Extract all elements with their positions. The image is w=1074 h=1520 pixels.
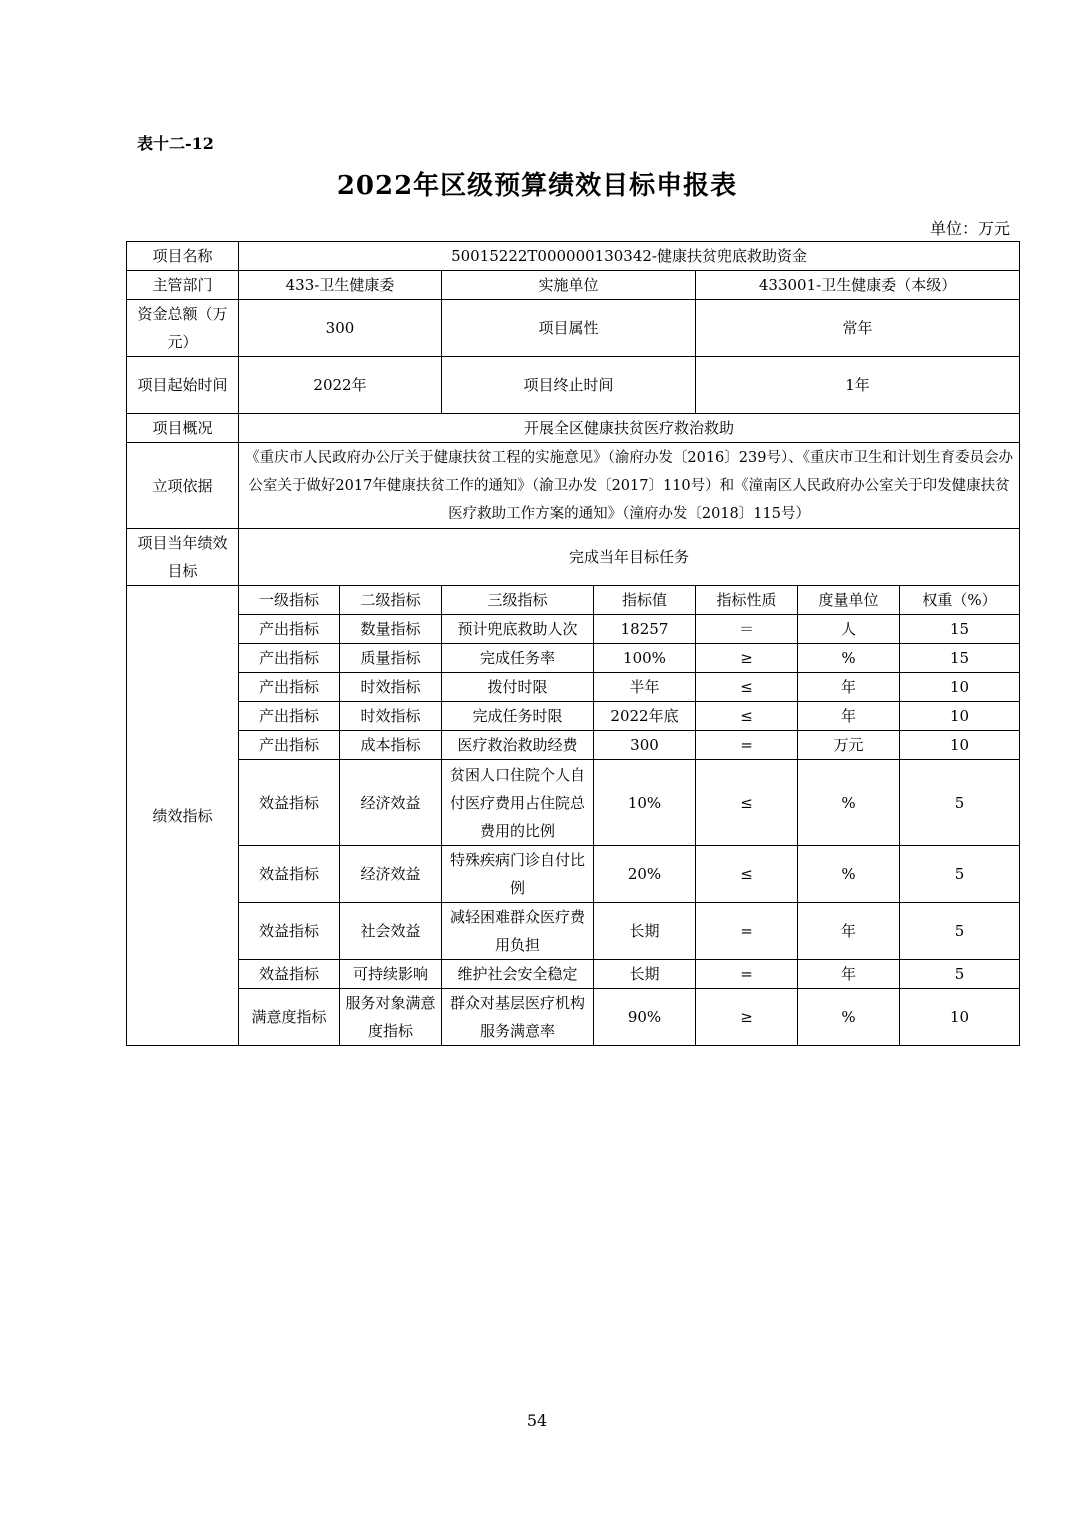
level2-cell: 经济效益 [340,760,442,846]
weight-cell: 15 [900,615,1020,644]
total-label: 资金总额（万元） [127,300,239,357]
value-cell: 18257 [594,615,696,644]
unit-label: 单位：万元 [929,219,1010,238]
indicator-header: 权重（%） [900,586,1020,615]
project-name-label: 项目名称 [127,242,239,271]
nature-cell: ≤ [696,673,798,702]
basis-label: 立项依据 [127,443,239,529]
value-cell: 半年 [594,673,696,702]
nature-cell: ≤ [696,846,798,903]
budget-target-table [126,241,1020,1046]
level3-cell: 医疗救治救助经费 [442,731,594,760]
indicator-header: 三级指标 [442,586,594,615]
unit-cell: 年 [798,673,900,702]
level2-cell: 可持续影响 [340,960,442,989]
impl-unit-value: 433001-卫生健康委（本级） [696,271,1020,300]
level3-cell: 特殊疾病门诊自付比例 [442,846,594,903]
weight-cell: 10 [900,673,1020,702]
level3-cell: 完成任务率 [442,644,594,673]
level1-cell: 产出指标 [239,702,340,731]
level2-cell: 社会效益 [340,903,442,960]
level1-cell: 效益指标 [239,903,340,960]
goal-label: 项目当年绩效目标 [127,529,239,586]
level1-cell: 产出指标 [239,644,340,673]
level3-cell: 拨付时限 [442,673,594,702]
end-time-value: 1年 [696,357,1020,414]
nature-cell: = [696,903,798,960]
value-cell: 2022年底 [594,702,696,731]
nature-cell: ≥ [696,644,798,673]
level3-cell: 维护社会安全稳定 [442,960,594,989]
unit-cell: 年 [798,702,900,731]
table-row [127,989,1020,1046]
indicator-header: 二级指标 [340,586,442,615]
indicator-header: 指标性质 [696,586,798,615]
table-row [127,760,1020,846]
basis-value: 《重庆市人民政府办公厅关于健康扶贫工程的实施意见》（渝府办发〔2016〕239号）、《重庆市卫生和计划生育委员会办公室关于做好2017年健康扶贫工作的通知》（渝卫办发〔2017〕110号）和《潼南区人民政府办公室关于印发健康扶贫医疗救助工作方案的通知》（潼府办发〔2018〕115号） [239,443,1020,529]
level1-cell: 效益指标 [239,960,340,989]
nature-cell: ≤ [696,702,798,731]
unit-cell: % [798,846,900,903]
table-row [127,702,1020,731]
level3-cell: 贫困人口住院个人自付医疗费用占住院总费用的比例 [442,760,594,846]
level3-cell: 群众对基层医疗机构服务满意率 [442,989,594,1046]
level1-cell: 产出指标 [239,673,340,702]
value-cell: 长期 [594,960,696,989]
value-cell: 长期 [594,903,696,960]
table-row [127,903,1020,960]
weight-cell: 10 [900,731,1020,760]
nature-cell: ＝ [696,615,798,644]
indicator-header: 度量单位 [798,586,900,615]
value-cell: 100% [594,644,696,673]
weight-cell: 10 [900,989,1020,1046]
unit-cell: 年 [798,960,900,989]
nature-cell: = [696,960,798,989]
goal-value: 完成当年目标任务 [239,529,1020,586]
table-number: 表十二-12 [137,134,214,153]
unit-cell: 人 [798,615,900,644]
level2-cell: 时效指标 [340,673,442,702]
level2-cell: 数量指标 [340,615,442,644]
weight-cell: 5 [900,760,1020,846]
weight-cell: 5 [900,903,1020,960]
unit-cell: % [798,760,900,846]
value-cell: 300 [594,731,696,760]
level1-cell: 产出指标 [239,615,340,644]
level3-cell: 预计兜底救助人次 [442,615,594,644]
nature-cell: ≥ [696,989,798,1046]
table-row [127,960,1020,989]
start-time-label: 项目起始时间 [127,357,239,414]
end-time-label: 项目终止时间 [442,357,696,414]
table-row [127,846,1020,903]
project-name-value: 50015222T000000130342-健康扶贫兜底救助资金 [239,242,1020,271]
project-attr-label: 项目属性 [442,300,696,357]
nature-cell: = [696,731,798,760]
dept-label: 主管部门 [127,271,239,300]
overview-value: 开展全区健康扶贫医疗救治救助 [239,414,1020,443]
level1-cell: 满意度指标 [239,989,340,1046]
unit-cell: 年 [798,903,900,960]
unit-cell: % [798,989,900,1046]
level3-cell: 减轻困难群众医疗费用负担 [442,903,594,960]
level2-cell: 成本指标 [340,731,442,760]
table-row [127,644,1020,673]
weight-cell: 5 [900,846,1020,903]
value-cell: 90% [594,989,696,1046]
project-attr-value: 常年 [696,300,1020,357]
level3-cell: 完成任务时限 [442,702,594,731]
level1-cell: 产出指标 [239,731,340,760]
overview-label: 项目概况 [127,414,239,443]
level1-cell: 效益指标 [239,760,340,846]
weight-cell: 10 [900,702,1020,731]
nature-cell: ≤ [696,760,798,846]
level2-cell: 服务对象满意度指标 [340,989,442,1046]
level2-cell: 质量指标 [340,644,442,673]
page-title: 2022年区级预算绩效目标申报表 [336,171,738,201]
value-cell: 20% [594,846,696,903]
unit-cell: 万元 [798,731,900,760]
table-row [127,731,1020,760]
value-cell: 10% [594,760,696,846]
weight-cell: 5 [900,960,1020,989]
indicator-header: 指标值 [594,586,696,615]
start-time-value: 2022年 [239,357,442,414]
level2-cell: 时效指标 [340,702,442,731]
level2-cell: 经济效益 [340,846,442,903]
page-number: 54 [526,1411,548,1430]
impl-unit-label: 实施单位 [442,271,696,300]
weight-cell: 15 [900,644,1020,673]
table-row [127,673,1020,702]
table-row [127,615,1020,644]
unit-cell: % [798,644,900,673]
level1-cell: 效益指标 [239,846,340,903]
indicators-section-label: 绩效指标 [127,586,239,1046]
total-value: 300 [239,300,442,357]
indicator-header: 一级指标 [239,586,340,615]
dept-value: 433-卫生健康委 [239,271,442,300]
